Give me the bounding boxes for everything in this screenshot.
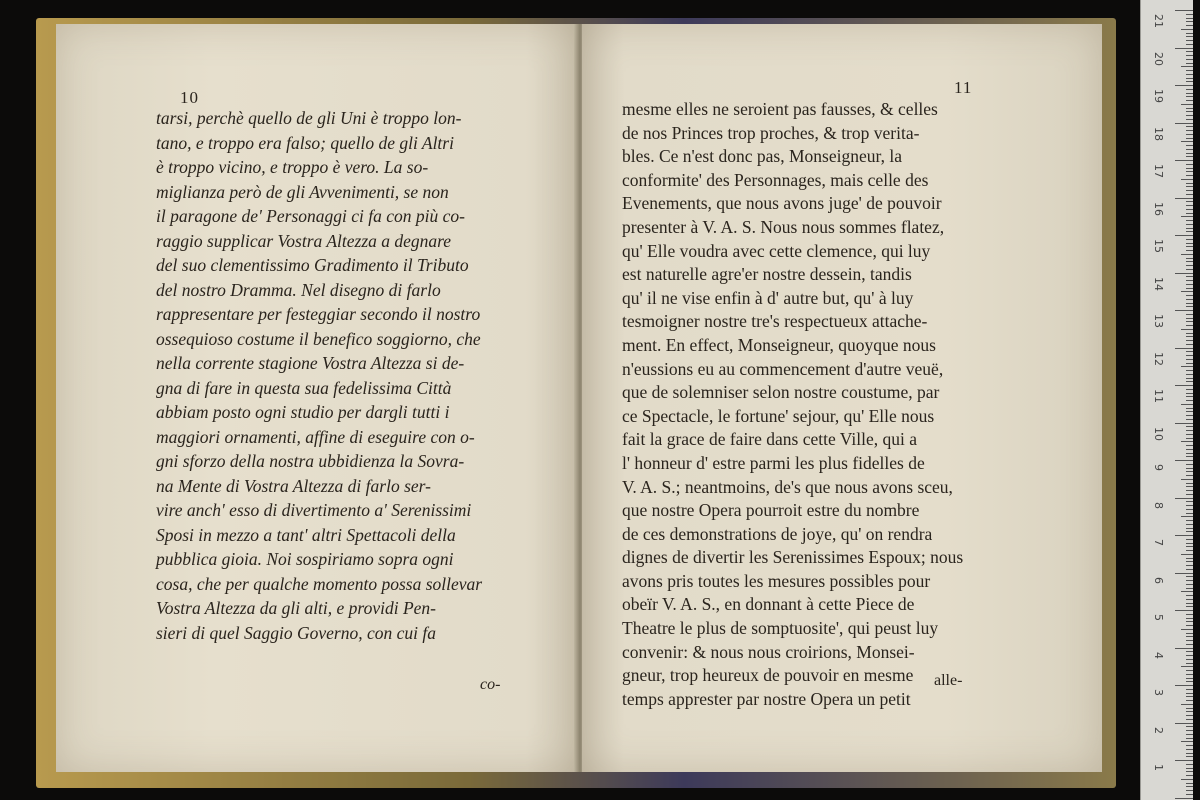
ruler-tick <box>1186 464 1193 465</box>
ruler-tick <box>1186 149 1193 150</box>
ruler-tick <box>1186 640 1193 641</box>
ruler-tick <box>1186 513 1193 514</box>
ruler-tick <box>1186 314 1193 315</box>
ruler-tick <box>1181 779 1193 780</box>
ruler-tick <box>1186 246 1193 247</box>
ruler-tick <box>1186 243 1193 244</box>
ruler-tick <box>1181 516 1193 517</box>
ruler-tick <box>1186 576 1193 577</box>
ruler-tick <box>1186 756 1193 757</box>
text-line: de nos Princes trop proches, & trop verita- <box>622 122 920 143</box>
ruler-tick <box>1186 156 1193 157</box>
ruler-tick <box>1181 741 1193 742</box>
left-text-block <box>156 106 586 645</box>
ruler-tick <box>1175 198 1193 199</box>
ruler-tick <box>1186 606 1193 607</box>
ruler-tick <box>1186 396 1193 397</box>
ruler-tick <box>1186 258 1193 259</box>
right-text-block <box>622 98 1002 711</box>
ruler-tick <box>1181 366 1193 367</box>
text-line: Vostra Altezza da gli alti, e providi Pen- <box>156 598 436 618</box>
text-line: mesme elles ne seroient pas fausses, & celles <box>622 99 938 119</box>
text-line: del nostro Dramma. Nel disegno di farlo <box>156 279 441 300</box>
text-line: dignes de divertir les Serenissimes Espoux; nous <box>622 547 964 568</box>
page-number: 10 <box>180 88 199 107</box>
ruler-tick <box>1186 280 1193 281</box>
ruler-tick <box>1175 123 1193 124</box>
ruler-tick <box>1186 618 1193 619</box>
ruler-number: 1 <box>1152 764 1165 771</box>
ruler-tick <box>1186 711 1193 712</box>
ruler-number: 5 <box>1152 614 1165 621</box>
text-line: na Mente di Vostra Altezza di farlo ser- <box>156 475 431 496</box>
ruler-tick <box>1175 723 1193 724</box>
ruler-tick <box>1175 273 1193 274</box>
ruler-tick <box>1186 389 1193 390</box>
ruler-number: 13 <box>1152 314 1165 328</box>
ruler-number: 20 <box>1152 51 1165 66</box>
ruler-tick <box>1181 141 1193 142</box>
ruler-tick <box>1186 40 1193 41</box>
ruler-tick <box>1186 708 1193 709</box>
ruler-tick <box>1186 70 1193 71</box>
ruler-tick <box>1186 715 1193 716</box>
ruler-tick <box>1186 636 1193 637</box>
ruler-tick <box>1186 333 1193 334</box>
ruler-tick <box>1186 531 1193 532</box>
ruler-tick <box>1186 194 1193 195</box>
ruler-tick <box>1175 348 1193 349</box>
ruler-tick <box>1181 629 1193 630</box>
ruler-tick <box>1186 18 1193 19</box>
ruler-tick <box>1181 291 1193 292</box>
ruler-tick <box>1186 93 1193 94</box>
text-line: sieri di quel Saggio Governo, con cui fa <box>156 622 436 643</box>
ruler-number: 2 <box>1152 726 1165 734</box>
text-line: tesmoigner nostre tre's respectueux attache- <box>622 311 928 332</box>
ruler-tick <box>1186 351 1193 352</box>
text-line: que nostre Opera pourroit estre du nombre <box>622 500 920 521</box>
ruler-tick <box>1186 449 1193 450</box>
ruler-tick <box>1186 284 1193 285</box>
ruler-tick <box>1186 318 1193 319</box>
ruler-tick <box>1181 179 1193 180</box>
text-line: tano, e troppo era falso; quello de gli Altri <box>156 132 454 153</box>
ruler-tick <box>1186 580 1193 581</box>
ruler-tick <box>1186 145 1193 146</box>
text-line: obeïr V. A. S., en donnant à cette Piece de <box>622 594 915 615</box>
text-line: nella corrente stagione Vostra Altezza si de- <box>156 353 465 373</box>
ruler-tick <box>1186 445 1193 446</box>
text-line: que de solemniser selon nostre coustume, par <box>622 382 940 403</box>
ruler-tick <box>1186 295 1193 296</box>
ruler-number: 16 <box>1152 201 1165 216</box>
ruler-tick <box>1186 663 1193 664</box>
ruler-tick <box>1186 374 1193 375</box>
ruler-number: 18 <box>1152 126 1165 141</box>
ruler-number: 4 <box>1152 651 1165 659</box>
ruler-tick <box>1181 254 1193 255</box>
ruler-tick <box>1186 130 1193 131</box>
ruler-tick <box>1186 528 1193 529</box>
ruler-tick <box>1186 220 1193 221</box>
ruler-tick <box>1186 674 1193 675</box>
ruler-tick <box>1186 108 1193 109</box>
ruler-tick <box>1186 550 1193 551</box>
text-line: rappresentare per festeggiar secondo il nostro <box>156 304 481 324</box>
ruler-tick <box>1186 730 1193 731</box>
ruler-tick <box>1186 321 1193 322</box>
ruler-tick <box>1186 51 1193 52</box>
ruler-tick <box>1186 603 1193 604</box>
text-line: abbiam posto ogni studio per dargli tutti i <box>156 402 450 422</box>
ruler-tick <box>1186 340 1193 341</box>
ruler-tick <box>1175 385 1193 386</box>
text-line: Theatre le plus de somptuosite', qui peust luy <box>622 618 939 639</box>
text-line: del suo clementissimo Gradimento il Tributo <box>156 255 469 275</box>
text-line: ossequioso costume il benefico soggiorno, che <box>156 328 481 349</box>
ruler-tick <box>1186 726 1193 727</box>
ruler-number: 11 <box>1152 389 1165 403</box>
ruler-tick <box>1186 21 1193 22</box>
ruler-tick <box>1181 216 1193 217</box>
ruler-tick <box>1186 171 1193 172</box>
text-line: de ces demonstrations de joye, qu' on rendra <box>622 523 933 544</box>
ruler-tick <box>1186 700 1193 701</box>
ruler-tick <box>1186 126 1193 127</box>
ruler-tick <box>1186 764 1193 765</box>
ruler-tick <box>1186 261 1193 262</box>
text-line: bles. Ce n'est donc pas, Monseigneur, la <box>622 146 902 167</box>
ruler-tick <box>1186 138 1193 139</box>
ruler-tick <box>1186 644 1193 645</box>
ruler-tick <box>1186 614 1193 615</box>
ruler-tick <box>1181 554 1193 555</box>
ruler-tick <box>1186 201 1193 202</box>
ruler-tick <box>1186 745 1193 746</box>
left-page <box>56 24 578 772</box>
ruler-tick <box>1186 59 1193 60</box>
ruler-tick <box>1175 685 1193 686</box>
ruler-tick <box>1186 749 1193 750</box>
ruler-number: 15 <box>1152 239 1165 253</box>
ruler-tick <box>1175 760 1193 761</box>
ruler-tick <box>1186 794 1193 795</box>
ruler-tick <box>1186 36 1193 37</box>
ruler-tick <box>1186 771 1193 772</box>
text-line: è troppo vicino, e troppo è vero. La so- <box>156 157 429 177</box>
text-line: gneur, trop heureux de pouvoir en mesme <box>622 665 914 686</box>
ruler-tick <box>1186 250 1193 251</box>
ruler-tick <box>1186 565 1193 566</box>
ruler-tick <box>1186 393 1193 394</box>
ruler-tick <box>1186 734 1193 735</box>
text-line: cosa, che per qualche momento possa sollevar <box>156 573 483 594</box>
ruler-tick <box>1186 370 1193 371</box>
ruler-tick <box>1186 44 1193 45</box>
ruler-number: 9 <box>1152 464 1165 471</box>
ruler-tick <box>1186 63 1193 64</box>
ruler-tick <box>1186 453 1193 454</box>
text-line: V. A. S.; neantmoins, de's que nous avons sceu, <box>622 476 953 497</box>
ruler-tick <box>1186 419 1193 420</box>
ruler-tick <box>1186 539 1193 540</box>
ruler-tick <box>1186 494 1193 495</box>
ruler-tick <box>1186 25 1193 26</box>
ruler-tick <box>1186 438 1193 439</box>
ruler-tick <box>1175 423 1193 424</box>
text-line: vire anch' esso di divertimento a' Serenissimi <box>156 500 472 520</box>
ruler-tick <box>1186 483 1193 484</box>
ruler-tick <box>1186 719 1193 720</box>
ruler-tick <box>1186 790 1193 791</box>
ruler-tick <box>1186 153 1193 154</box>
text-line: maggiori ornamenti, affine di eseguire con o- <box>156 426 475 447</box>
text-line: presenter à V. A. S. Nous nous sommes flatez, <box>622 216 945 237</box>
ruler-tick <box>1186 430 1193 431</box>
ruler-tick <box>1186 768 1193 769</box>
ruler-tick <box>1181 66 1193 67</box>
ruler-tick <box>1186 276 1193 277</box>
text-line: temps apprester par nostre Opera un petit <box>622 688 911 709</box>
ruler-number: 21 <box>1152 14 1165 28</box>
text-line: miglianza però de gli Avvenimenti, se non <box>156 181 449 202</box>
ruler-tick <box>1186 520 1193 521</box>
ruler-tick <box>1181 591 1193 592</box>
right-page <box>582 24 1102 772</box>
ruler-tick <box>1186 696 1193 697</box>
ruler-tick <box>1175 573 1193 574</box>
ruler-tick <box>1186 753 1193 754</box>
ruler-number: 17 <box>1152 164 1165 178</box>
ruler-tick <box>1175 648 1193 649</box>
ruler-tick <box>1186 78 1193 79</box>
ruler-tick <box>1181 479 1193 480</box>
ruler-number: 12 <box>1152 351 1165 366</box>
ruler-tick <box>1186 681 1193 682</box>
ruler-tick <box>1186 228 1193 229</box>
ruler-tick <box>1186 456 1193 457</box>
ruler-tick <box>1175 310 1193 311</box>
text-line: il paragone de' Personaggi ci fa con più co- <box>156 206 465 226</box>
text-line: ment. En effect, Monseigneur, quoyque nous <box>622 334 936 355</box>
ruler-tick <box>1186 344 1193 345</box>
text-line: convenir: & nous nous croirions, Monsei- <box>622 641 915 662</box>
text-line: gni sforzo della nostra ubbidienza la Sovra- <box>156 451 465 471</box>
measuring-ruler <box>1140 0 1193 800</box>
ruler-tick <box>1186 14 1193 15</box>
page-number: 11 <box>954 78 973 97</box>
ruler-tick <box>1186 786 1193 787</box>
ruler-tick <box>1186 303 1193 304</box>
ruler-tick <box>1181 329 1193 330</box>
ruler-tick <box>1186 584 1193 585</box>
ruler-tick <box>1186 359 1193 360</box>
ruler-tick <box>1186 471 1193 472</box>
text-line: qu' Elle voudra avec cette clemence, qui luy <box>622 240 931 261</box>
ruler-tick <box>1186 655 1193 656</box>
ruler-tick <box>1186 299 1193 300</box>
ruler-number: 3 <box>1152 689 1165 696</box>
ruler-tick <box>1186 363 1193 364</box>
text-line: raggio supplicar Vostra Altezza a degnare <box>156 230 452 251</box>
ruler-tick <box>1186 119 1193 120</box>
text-line: pubblica gioia. Noi sospiriamo sopra ogni <box>156 549 454 569</box>
ruler-tick <box>1181 104 1193 105</box>
text-line: n'eussions eu au commencement d'autre veuë, <box>622 358 944 379</box>
ruler-tick <box>1175 535 1193 536</box>
ruler-tick <box>1186 55 1193 56</box>
ruler-number: 6 <box>1152 576 1165 584</box>
ruler-number: 10 <box>1152 426 1165 441</box>
text-line: Evenements, que nous avons juge' de pouvoir <box>622 193 942 214</box>
ruler-number: 7 <box>1152 539 1165 546</box>
ruler-tick <box>1186 651 1193 652</box>
ruler-tick <box>1186 183 1193 184</box>
ruler-tick <box>1186 411 1193 412</box>
ruler-tick <box>1186 588 1193 589</box>
ruler-tick <box>1186 486 1193 487</box>
ruler-tick <box>1186 659 1193 660</box>
ruler-tick <box>1186 239 1193 240</box>
ruler-tick <box>1175 610 1193 611</box>
ruler-tick <box>1186 378 1193 379</box>
ruler-tick <box>1186 164 1193 165</box>
ruler-tick <box>1181 666 1193 667</box>
ruler-tick <box>1175 48 1193 49</box>
ruler-tick <box>1186 265 1193 266</box>
ruler-tick <box>1175 160 1193 161</box>
ruler-tick <box>1186 224 1193 225</box>
text-line: qu' il ne vise enfin à d' autre but, qu' à luy <box>622 287 914 308</box>
ruler-tick <box>1175 460 1193 461</box>
ruler-tick <box>1186 468 1193 469</box>
ruler-tick <box>1181 441 1193 442</box>
ruler-tick <box>1186 599 1193 600</box>
ruler-tick <box>1175 498 1193 499</box>
ruler-tick <box>1186 501 1193 502</box>
ruler-tick <box>1186 670 1193 671</box>
ruler-tick <box>1186 168 1193 169</box>
text-line: Sposi in mezzo a tant' altri Spettacoli della <box>156 524 456 545</box>
ruler-tick <box>1186 434 1193 435</box>
ruler-tick <box>1186 558 1193 559</box>
ruler-tick <box>1186 288 1193 289</box>
ruler-tick <box>1186 175 1193 176</box>
text-line: ce Spectacle, le fortune' sejour, qu' Elle nous <box>622 405 935 426</box>
ruler-number: 19 <box>1152 89 1165 103</box>
ruler-tick <box>1186 205 1193 206</box>
text-line: est naturelle agre'er nostre dessein, tandis <box>622 264 912 285</box>
ruler-tick <box>1186 111 1193 112</box>
ruler-tick <box>1186 325 1193 326</box>
ruler-tick <box>1186 269 1193 270</box>
ruler-tick <box>1181 704 1193 705</box>
ruler-tick <box>1186 381 1193 382</box>
ruler-tick <box>1186 689 1193 690</box>
ruler-tick <box>1186 595 1193 596</box>
ruler-tick <box>1186 231 1193 232</box>
ruler-tick <box>1186 213 1193 214</box>
ruler-tick <box>1186 426 1193 427</box>
ruler-tick <box>1186 475 1193 476</box>
ruler-tick <box>1186 96 1193 97</box>
ruler-tick <box>1181 404 1193 405</box>
text-line: tarsi, perchè quello de gli Uni è troppo lon- <box>156 108 462 128</box>
ruler-tick <box>1186 400 1193 401</box>
ruler-tick <box>1186 336 1193 337</box>
ruler-tick <box>1186 81 1193 82</box>
ruler-tick <box>1175 235 1193 236</box>
ruler-tick <box>1186 561 1193 562</box>
text-line: conformite' des Personnages, mais celle des <box>622 169 929 190</box>
ruler-tick <box>1186 775 1193 776</box>
ruler-tick <box>1186 524 1193 525</box>
ruler-tick <box>1186 625 1193 626</box>
ruler-tick <box>1186 33 1193 34</box>
ruler-tick <box>1181 29 1193 30</box>
ruler-tick <box>1186 89 1193 90</box>
ruler-tick <box>1186 509 1193 510</box>
ruler-tick <box>1186 693 1193 694</box>
ruler-tick <box>1186 134 1193 135</box>
ruler-number: 14 <box>1152 276 1165 291</box>
text-line: fait la grace de faire dans cette Ville, qui a <box>622 429 918 450</box>
ruler-tick <box>1186 186 1193 187</box>
ruler-tick <box>1186 633 1193 634</box>
text-line: gna di fare in questa sua fedelissima Città <box>156 377 452 398</box>
ruler-tick <box>1186 100 1193 101</box>
ruler-tick <box>1186 490 1193 491</box>
ruler-tick <box>1186 678 1193 679</box>
ruler-tick <box>1186 74 1193 75</box>
ruler-tick <box>1175 798 1193 799</box>
ruler-tick <box>1186 543 1193 544</box>
text-line: l' honneur d' estre parmi les plus fidelles de <box>622 452 925 473</box>
ruler-tick <box>1186 505 1193 506</box>
ruler-tick <box>1186 115 1193 116</box>
catchword: co- <box>480 676 501 693</box>
ruler-number: 8 <box>1152 501 1165 509</box>
ruler-tick <box>1186 621 1193 622</box>
ruler-tick <box>1186 415 1193 416</box>
ruler-tick <box>1186 783 1193 784</box>
ruler-tick <box>1175 10 1193 11</box>
ruler-tick <box>1186 190 1193 191</box>
ruler-tick <box>1186 209 1193 210</box>
ruler-tick <box>1186 306 1193 307</box>
text-line: avons pris toutes les mesures possibles pour <box>622 570 931 591</box>
ruler-tick <box>1186 408 1193 409</box>
ruler-tick <box>1186 569 1193 570</box>
ruler-tick <box>1186 546 1193 547</box>
catchword: alle- <box>934 672 963 689</box>
ruler-tick <box>1175 85 1193 86</box>
ruler-tick <box>1186 355 1193 356</box>
ruler-tick <box>1186 738 1193 739</box>
